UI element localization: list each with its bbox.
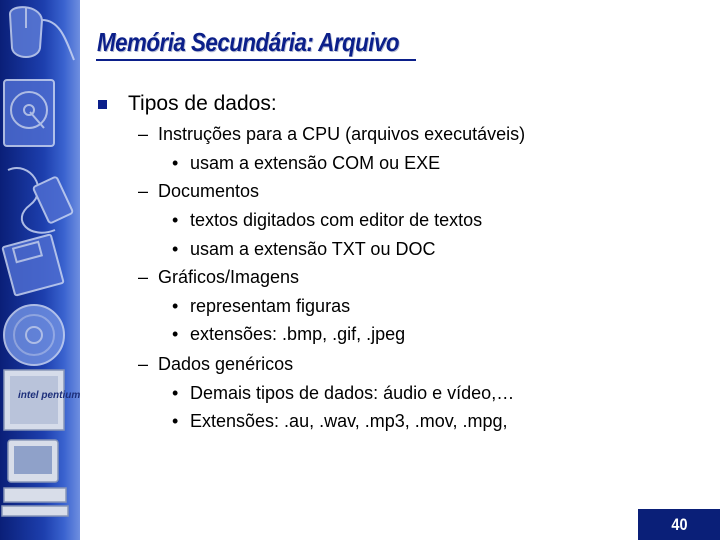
processor-chip-icon xyxy=(4,370,80,430)
title-underline xyxy=(96,59,416,61)
list-item xyxy=(138,354,293,375)
decorative-sidebar xyxy=(0,0,80,540)
dash-bullet: – xyxy=(138,181,149,201)
dot-bullet: • xyxy=(172,153,179,173)
list-item xyxy=(138,124,525,145)
dot-bullet: • xyxy=(172,324,179,344)
list-item xyxy=(138,267,299,288)
dot-bullet: • xyxy=(172,210,179,230)
dot-bullet: • xyxy=(172,296,179,316)
sub-list-item-text: textos digitados com editor de textos xyxy=(190,210,483,230)
slide-title: Memória Secundária: Arquivo xyxy=(97,27,400,57)
sub-list-item-text: Demais tipos de dados: áudio e vídeo,… xyxy=(190,383,515,403)
list-item-label: Documentos xyxy=(158,181,260,201)
dot-bullet: • xyxy=(172,383,179,403)
dot-bullet: • xyxy=(172,411,179,431)
sub-list-item-text: extensões: .bmp, .gif, .jpeg xyxy=(190,324,406,344)
sub-list-item xyxy=(172,324,405,345)
sub-list-item-text: usam a extensão COM ou EXE xyxy=(190,153,441,173)
sub-list-item xyxy=(172,296,350,317)
list-item-label: Gráficos/Imagens xyxy=(158,267,300,287)
square-bullet-icon xyxy=(98,100,107,109)
dash-bullet: – xyxy=(138,124,149,144)
dot-bullet: • xyxy=(172,239,179,259)
list-item-label: Dados genéricos xyxy=(158,354,294,374)
chip-logo-text: intel pentium xyxy=(18,390,80,401)
cable-connector-icon xyxy=(8,168,73,233)
page-number xyxy=(638,509,720,540)
page-number-text: 40 xyxy=(670,514,688,534)
sub-list-item-text: representam figuras xyxy=(190,296,351,316)
list-item xyxy=(138,181,259,202)
list-item-label: Instruções para a CPU (arquivos executáveis) xyxy=(158,124,526,144)
sub-list-item xyxy=(172,153,440,174)
sub-list-item xyxy=(172,210,482,231)
sub-list-item xyxy=(172,239,435,260)
cd-disc-icon xyxy=(4,305,64,365)
computer-icon xyxy=(2,440,68,516)
dash-bullet: – xyxy=(138,267,149,287)
sub-list-item-text: usam a extensão TXT ou DOC xyxy=(190,239,436,259)
sub-list-item xyxy=(172,383,514,404)
dash-bullet: – xyxy=(138,354,149,374)
floppy-disk-icon xyxy=(2,234,63,295)
main-bullet xyxy=(98,92,277,116)
hard-disk-icon xyxy=(4,80,54,146)
sub-list-item xyxy=(172,411,507,432)
mouse-icon xyxy=(10,7,74,60)
main-bullet-text: Tipos de dados: xyxy=(128,92,277,115)
sub-list-item-text: Extensões: .au, .wav, .mp3, .mov, .mpg, xyxy=(190,411,508,431)
